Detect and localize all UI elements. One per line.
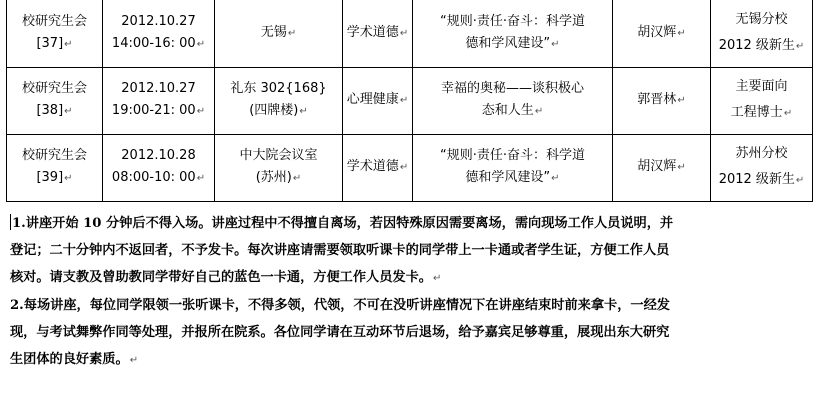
schedule-row — [7, 67, 813, 134]
paragraph-mark-icon: ↵ — [795, 40, 805, 52]
audience-note-line — [713, 167, 810, 194]
rule-text: 核对。请支教及曾助教同学带好自己的蓝色一卡通，方便工作人员发卡。 — [10, 270, 432, 285]
speaker-cell — [613, 134, 711, 201]
venue-line — [217, 78, 340, 100]
organizer-line — [9, 167, 100, 190]
paragraph-mark-icon: ↵ — [196, 106, 206, 117]
audience-note-cell — [711, 134, 813, 201]
audience-note-text: 工程博士 — [730, 105, 783, 120]
topic-text: 德和学风建设” — [465, 170, 551, 185]
audience-note-line — [713, 141, 810, 167]
paragraph-mark-icon: ↵ — [129, 355, 139, 366]
paragraph-mark-icon: ↵ — [783, 108, 793, 119]
venue-line — [217, 22, 340, 45]
topic-text: “规则·责任·奋斗：科学道 — [440, 148, 585, 163]
time-cell — [103, 134, 215, 201]
audience-note-text: 苏州分校 — [735, 146, 788, 161]
organizer-cell — [7, 0, 103, 67]
organizer-text: 校研究生会 — [21, 81, 87, 96]
paragraph-mark-icon: ↵ — [677, 95, 686, 106]
time-line — [105, 100, 212, 123]
rule-text: 登记；二十分钟内不返回者，不予发卡。每次讲座请需要领取听课卡的同学带上一卡通或者学生证，方便工作人员 — [10, 243, 670, 258]
venue-text: (苏州) — [255, 170, 292, 185]
organizer-line — [9, 11, 100, 33]
topic-line — [415, 11, 610, 33]
rule-paragraph — [10, 292, 800, 374]
paragraph-mark-icon: ↵ — [399, 27, 409, 39]
rule-text: 现，与考试舞弊作同等处理，并报所在院系。各位同学请在互动环节后退场，给予嘉宾足够尊重，展现出东大研究 — [10, 325, 670, 340]
rule-line — [10, 210, 800, 237]
venue-cell — [215, 67, 343, 134]
time-line — [105, 33, 212, 56]
lecture-schedule-table — [6, 0, 813, 202]
organizer-text: [38] — [36, 103, 64, 118]
rule-line — [10, 346, 800, 374]
rule-text: 2.每场讲座，每位同学限领一张听课卡，不得多领，代领，不可在没听讲座情况下在讲座结束时前来拿卡，一经发 — [10, 298, 670, 313]
speaker-cell — [613, 67, 711, 134]
speaker-line — [615, 156, 708, 179]
category-text: 心理健康 — [346, 92, 399, 107]
category-text: 学术道德 — [346, 159, 399, 174]
rule-text: 生团体的良好素质。 — [10, 352, 129, 367]
venue-line — [217, 100, 340, 123]
paragraph-mark-icon: ↵ — [196, 173, 206, 184]
time-cell — [103, 0, 215, 67]
venue-text: 礼东 302{168} — [230, 81, 327, 96]
topic-cell — [413, 67, 613, 134]
rule-line — [10, 292, 800, 319]
paragraph-mark-icon: ↵ — [433, 273, 442, 284]
paragraph-mark-icon: ↵ — [399, 95, 409, 106]
audience-note-text: 主要面向 — [735, 79, 788, 94]
audience-note-line — [713, 7, 810, 33]
paragraph-mark-icon: ↵ — [64, 173, 73, 184]
paragraph-mark-icon: ↵ — [551, 38, 560, 50]
topic-line — [415, 167, 610, 190]
organizer-line — [9, 33, 100, 56]
topic-text: 态和人生 — [481, 103, 534, 118]
paragraph-mark-icon: ↵ — [292, 173, 302, 184]
rule-line — [10, 264, 800, 292]
paragraph-mark-icon: ↵ — [795, 175, 805, 186]
lecture-rules-notes — [10, 210, 800, 374]
text-cursor — [10, 214, 11, 230]
paragraph-mark-icon: ↵ — [299, 106, 308, 117]
venue-cell — [215, 134, 343, 201]
paragraph-mark-icon: ↵ — [534, 106, 544, 117]
time-text: 08:00-10: 00 — [111, 170, 196, 185]
venue-text: (四牌楼) — [249, 103, 299, 118]
category-cell — [343, 134, 413, 201]
audience-note-line — [713, 74, 810, 100]
rule-line — [10, 319, 800, 346]
topic-text: 德和学风建设” — [465, 35, 551, 51]
speaker-cell — [613, 0, 711, 67]
topic-text: “规则·责任·奋斗：科学道 — [440, 13, 585, 29]
category-text: 学术道德 — [346, 24, 399, 40]
topic-text: 幸福的奥秘——谈积极心 — [440, 81, 584, 96]
topic-cell — [413, 0, 613, 67]
time-text: 19:00-21: 00 — [111, 103, 196, 118]
time-text: 2012.10.28 — [121, 148, 196, 163]
organizer-text: [39] — [36, 170, 64, 185]
paragraph-mark-icon: ↵ — [551, 173, 560, 184]
organizer-line — [9, 100, 100, 123]
topic-line — [415, 78, 610, 100]
organizer-cell — [7, 67, 103, 134]
speaker-text: 胡汉辉 — [637, 24, 677, 40]
paragraph-mark-icon: ↵ — [64, 106, 73, 117]
venue-line — [217, 145, 340, 167]
organizer-text: [37] — [36, 35, 64, 51]
time-text: 2012.10.27 — [121, 81, 196, 96]
paragraph-mark-icon: ↵ — [677, 162, 686, 173]
topic-line — [415, 145, 610, 167]
venue-cell — [215, 0, 343, 67]
time-text: 2012.10.27 — [121, 13, 196, 29]
paragraph-mark-icon: ↵ — [677, 27, 686, 39]
rule-paragraph — [10, 210, 800, 292]
paragraph-mark-icon: ↵ — [196, 38, 206, 50]
topic-line — [415, 33, 610, 56]
topic-line — [415, 100, 610, 123]
category-cell — [343, 67, 413, 134]
audience-note-text: 2012 级新生 — [718, 37, 795, 53]
time-cell — [103, 67, 215, 134]
speaker-text: 胡汉辉 — [637, 159, 677, 174]
organizer-text: 校研究生会 — [21, 13, 87, 29]
schedule-row — [7, 134, 813, 201]
category-line — [345, 22, 410, 45]
speaker-line — [615, 89, 708, 112]
category-line — [345, 89, 410, 112]
paragraph-mark-icon: ↵ — [64, 38, 73, 50]
speaker-text: 郭晋林 — [637, 92, 677, 107]
paragraph-mark-icon: ↵ — [287, 27, 297, 39]
audience-note-text: 2012 级新生 — [718, 172, 795, 187]
audience-note-line — [713, 33, 810, 60]
venue-line — [217, 167, 340, 190]
category-line — [345, 156, 410, 179]
rule-line — [10, 237, 800, 264]
paragraph-mark-icon: ↵ — [399, 162, 409, 173]
time-line — [105, 78, 212, 100]
venue-text: 无锡 — [260, 24, 287, 40]
time-line — [105, 167, 212, 190]
audience-note-line — [713, 100, 810, 127]
organizer-line — [9, 145, 100, 167]
schedule-row — [7, 0, 813, 67]
topic-cell — [413, 134, 613, 201]
time-line — [105, 145, 212, 167]
speaker-line — [615, 22, 708, 45]
organizer-cell — [7, 134, 103, 201]
audience-note-cell — [711, 0, 813, 67]
time-line — [105, 11, 212, 33]
time-text: 14:00-16: 00 — [111, 35, 196, 51]
rule-text: 1.讲座开始 10 分钟后不得入场。讲座过程中不得擅自离场，若因特殊原因需要离场，需向现场工作人员说明，并 — [12, 216, 674, 231]
organizer-line — [9, 78, 100, 100]
category-cell — [343, 0, 413, 67]
audience-note-text: 无锡分校 — [735, 11, 788, 27]
organizer-text: 校研究生会 — [21, 148, 87, 163]
venue-text: 中大院会议室 — [239, 148, 318, 163]
audience-note-cell — [711, 67, 813, 134]
